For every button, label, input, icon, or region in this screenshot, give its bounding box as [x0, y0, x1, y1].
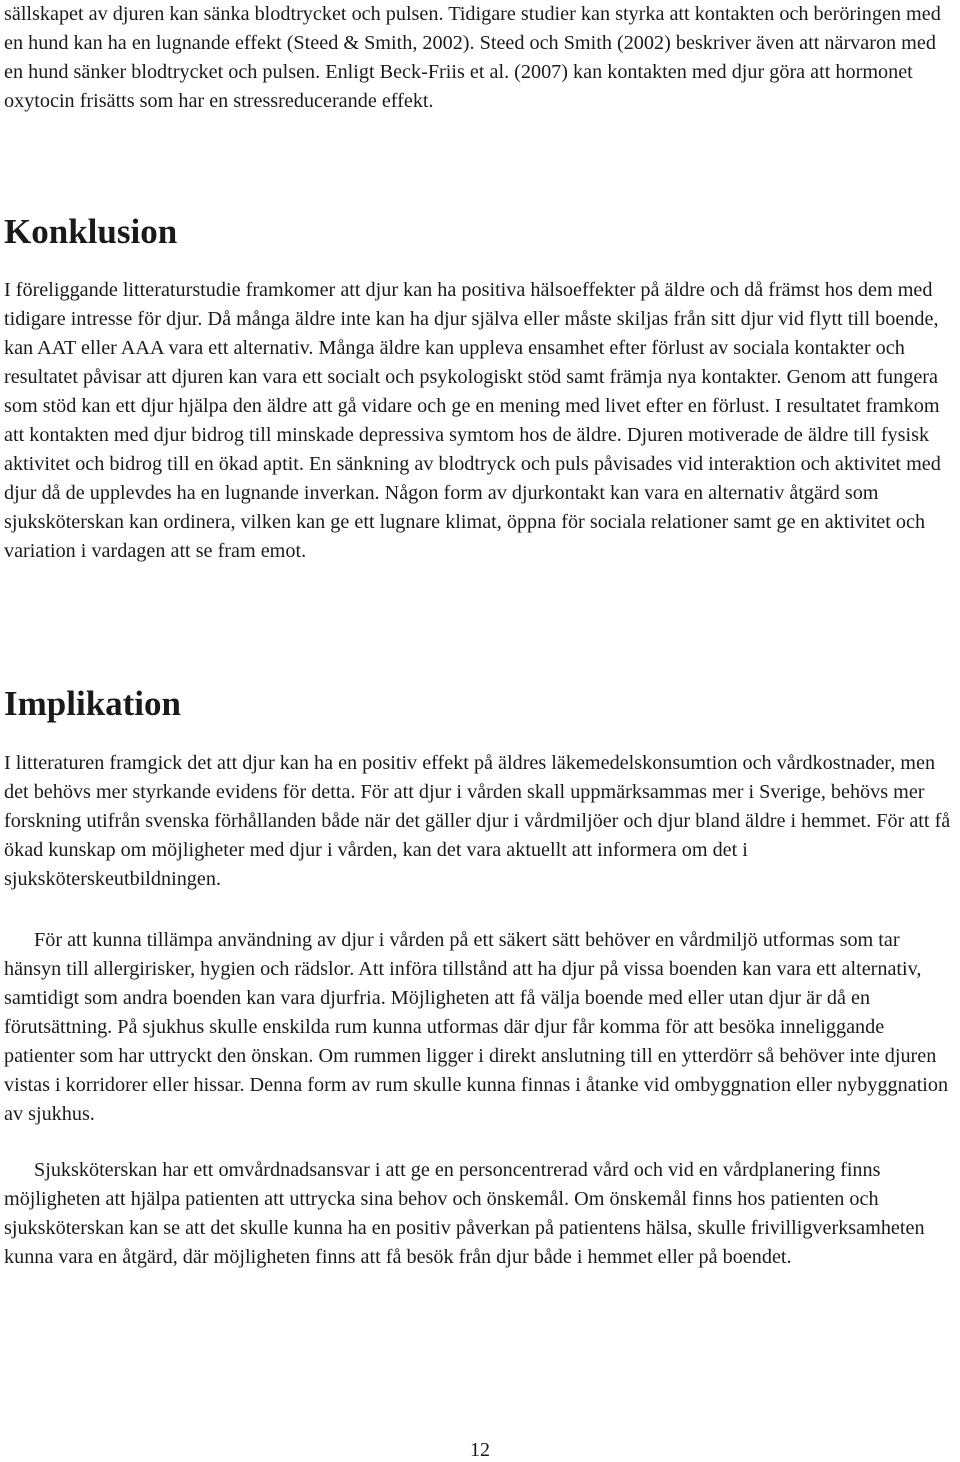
- page-number: 12: [470, 1439, 490, 1461]
- intro-paragraph: sällskapet av djuren kan sänka blodtrycket och pulsen. Tidigare studier kan styrka att kontakten och beröringen med en hund kan ha en lugnande effekt (Steed & Smith, 2002). Steed och Smith (2002) beskriver även att närvaron med en hund sänker blodtrycket och pulsen. Enligt Beck-Friis et al. (2007) kan kontakten med djur göra att hormonet oxytocin frisätts som har en stressreducerande effekt.: [4, 3, 941, 112]
- implikation-paragraph-3: Sjuksköterskan har ett omvårdnadsansvar i att ge en personcentrerad vård och vid en vårdplanering finns möjligheten att hjälpa patienten att uttrycka sina behov och önskemål. Om önskemål finns hos patienten och sjuksköterskan kan se att det skulle kunna ha en positiv påverkan på patientens hälsa, skulle frivilligverksamheten kunna vara en åtgärd, där möjligheten finns att få besök från djur både i hemmet eller på boendet.: [4, 1159, 925, 1268]
- implikation-paragraph-1: I litteraturen framgick det att djur kan ha en positiv effekt på äldres läkemedelskonsumtion och vårdkostnader, men det behövs mer styrkande evidens för detta. För att djur i vården skall uppmärksammas mer i Sverige, behövs mer forskning utifrån svenska förhållanden både när det gäller djur i vårdmiljöer och djur bland äldre i hemmet. För att få ökad kunskap om möjligheter med djur i vården, kan det vara aktuellt att informera om det i sjuksköterskeutbildningen.: [4, 752, 951, 890]
- konklusion-heading: Konklusion: [4, 212, 178, 251]
- implikation-paragraph-2: För att kunna tillämpa användning av djur i vården på ett säkert sätt behöver en vårdmiljö utformas som tar hänsyn till allergirisker, hygien och rädslor. Att införa tillstånd att ha djur på vissa boenden kan vara ett alternativ, samtidigt som andra boenden kan vara djurfria. Möjligheten att få välja boende med eller utan djur är då en förutsättning. På sjukhus skulle enskilda rum kunna utformas där djur får komma för att besöka inneliggande patienter som har uttryckt den önskan. Om rummen ligger i direkt anslutning till en ytterdörr så behöver inte djuren vistas i korridorer eller hissar. Denna form av rum skulle kunna finnas i åtanke vid ombyggnation eller nybyggnation av sjukhus.: [4, 929, 949, 1125]
- implikation-heading: Implikation: [4, 684, 181, 723]
- konklusion-paragraph: I föreliggande litteraturstudie framkomer att djur kan ha positiva hälsoeffekter på äldre och då främst hos dem med tidigare intresse för djur. Då många äldre inte kan ha djur själva eller måste skiljas från sitt djur vid flytt till boende, kan AAT eller AAA vara ett alternativ. Många äldre kan uppleva ensamhet efter förlust av sociala kontakter och resultatet påvisar att djuren kan vara ett socialt och psykologiskt stöd samt främja nya kontakter. Genom att fungera som stöd kan ett djur hjälpa den äldre att gå vidare och ge en mening med livet efter en förlust. I resultatet framkom att kontakten med djur bidrog till minskade depressiva symtom hos de äldre. Djuren motiverade de äldre till fysisk aktivitet och bidrog till en ökad aptit. En sänkning av blodtryck och puls påvisades vid interaktion och aktivitet med djur då de upplevdes ha en lugnande inverkan. Någon form av djurkontakt kan vara en alternativ åtgärd som sjuksköterskan kan ordinera, vilken kan ge ett lugnare klimat, öppna för sociala relationer samt ge en aktivitet och variation i vardagen att se fram emot.: [4, 279, 941, 562]
